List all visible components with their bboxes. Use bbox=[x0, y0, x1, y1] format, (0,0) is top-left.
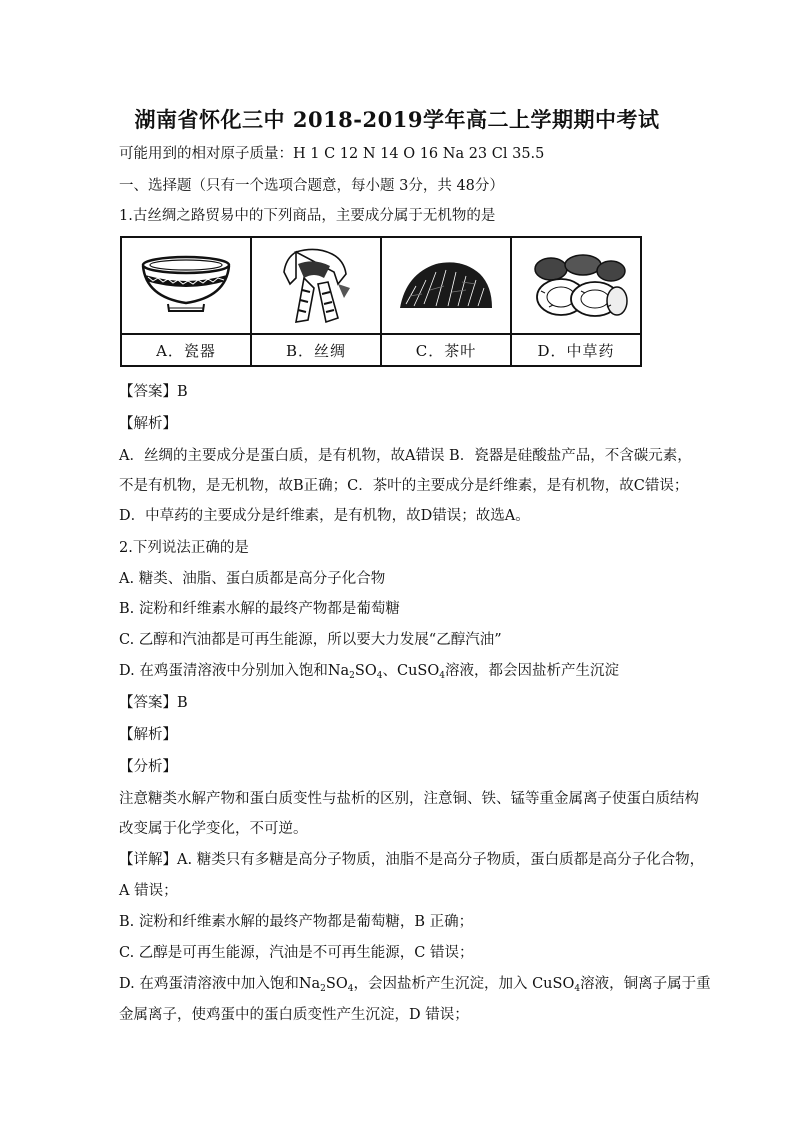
option-a-image-cell bbox=[121, 237, 251, 334]
q2-stem: 2.下列说法正确的是 bbox=[119, 540, 249, 556]
q2-detail-d-line2: 金属离子，使鸡蛋中的蛋白质变性产生沉淀，D 错误； bbox=[119, 1007, 469, 1023]
q2-fenxi-heading: 【分析】 bbox=[119, 759, 177, 775]
herbal-medicine-icon bbox=[521, 251, 631, 321]
q2-fenxi-line: 改变属于化学变化，不可逆。 bbox=[119, 821, 308, 837]
page-title: 湖南省怀化三中 2018-2019学年高二上学期期中考试 bbox=[134, 107, 660, 132]
tea-leaves-icon bbox=[396, 256, 496, 316]
q2-analysis-heading: 【解析】 bbox=[119, 727, 177, 743]
q2-fenxi-line: 注意糖类水解产物和蛋白质变性与盐析的区别，注意铜、铁、锰等重金属离子使蛋白质结构 bbox=[119, 791, 699, 807]
q1-analysis-line: D．中草药的主要成分是纤维素，是有机物，故D错误；故选A。 bbox=[119, 508, 530, 524]
q2-option-b: B. 淀粉和纤维素水解的最终产物都是葡萄糖 bbox=[119, 601, 400, 617]
option-b-image-cell bbox=[251, 237, 381, 334]
option-d-image-cell bbox=[511, 237, 641, 334]
option-c-label: C．茶叶 bbox=[381, 334, 511, 366]
option-b-label: B．丝绸 bbox=[251, 334, 381, 366]
option-c-image-cell bbox=[381, 237, 511, 334]
q1-analysis-line: A．丝绸的主要成分是蛋白质，是有机物，故A错误 B．瓷器是硅酸盐产品，不含碳元素， bbox=[119, 448, 692, 464]
option-d-label: D．中草药 bbox=[511, 334, 641, 366]
q2-option-c: C. 乙醇和汽油都是可再生能源，所以要大力发展“乙醇汽油” bbox=[119, 632, 502, 648]
q1-options-table bbox=[120, 236, 642, 367]
q1-stem: 1.古丝绸之路贸易中的下列商品，主要成分属于无机物的是 bbox=[119, 208, 496, 224]
q2-option-a: A. 糖类、油脂、蛋白质都是高分子化合物 bbox=[119, 571, 386, 587]
q2-detail-b: B. 淀粉和纤维素水解的最终产物都是葡萄糖，B 正确； bbox=[119, 914, 474, 930]
silk-scarf-icon bbox=[274, 244, 358, 328]
q1-answer: 【答案】B bbox=[119, 384, 188, 400]
porcelain-bowl-icon bbox=[138, 253, 234, 319]
q2-detail-line: 【详解】A. 糖类只有多糖是高分子物质，油脂不是高分子物质，蛋白质都是高分子化合物， bbox=[119, 852, 705, 868]
q2-option-d: D. 在鸡蛋清溶液中分别加入饱和$Na_2SO_4$、CuSO$_4$溶液，都会因盐析产生沉淀 bbox=[119, 663, 619, 681]
q1-analysis-heading: 【解析】 bbox=[119, 416, 177, 432]
q2-detail-c: C. 乙醇是可再生能源，汽油是不可再生能源，C 错误； bbox=[119, 945, 474, 961]
section-heading: 一、选择题（只有一个选项合题意，每小题 3分，共 48分） bbox=[119, 178, 504, 194]
q2-detail-d: D. 在鸡蛋清溶液中加入饱和$Na_2SO_4$，会因盐析产生沉淀，加入 CuSO$_4$溶液，铜离子属于重 bbox=[119, 976, 711, 994]
q2-detail-line: A 错误； bbox=[119, 883, 178, 899]
atomic-masses-line: 可能用到的相对原子质量：H 1 C 12 N 14 O 16 Na 23 Cl 35.5 bbox=[119, 146, 545, 162]
option-a-label: A．瓷器 bbox=[121, 334, 251, 366]
q1-analysis-line: 不是有机物，是无机物，故B正确；C．茶叶的主要成分是纤维素，是有机物，故C错误； bbox=[119, 478, 689, 494]
q2-answer: 【答案】B bbox=[119, 695, 188, 711]
